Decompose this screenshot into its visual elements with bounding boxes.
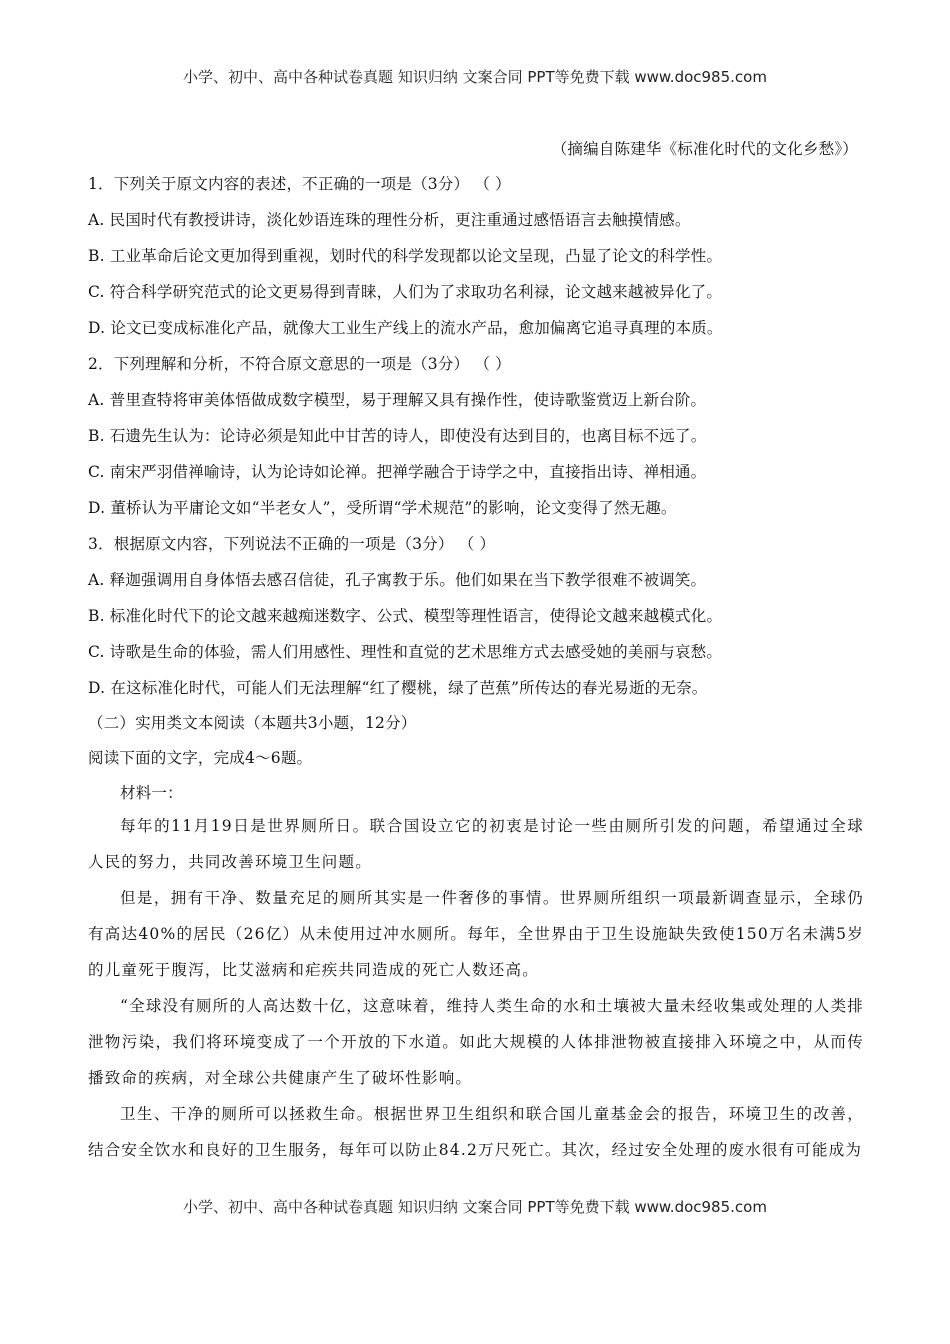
material-paragraph-4: 卫生、干净的厕所可以拯救生命。根据世界卫生组织和联合国儿童基金会的报告，环境卫生的改善，结合安全饮水和良好的卫生服务，每年可以防止84.2万尺死亡。其次，经过安全处理的废水很有可能成为 xyxy=(88,1105,864,1159)
question-stem: 2．下列理解和分析，不符合原文意思的一项是（3分） （ ） xyxy=(88,355,511,373)
option-b: B. 标准化时代下的论文越来越痴迷数字、公式、模型等理性语言，使得论文越来越模式化。 xyxy=(88,607,723,625)
option-d: D. 论文已变成标准化产品，就像大工业生产线上的流水产品，愈加偏离它追寻真理的本质。 xyxy=(88,319,723,337)
option-a: A. 普里查特将审美体悟做成数字模型，易于理解又具有操作性，使诗歌鉴赏迈上新台阶。 xyxy=(88,391,707,409)
question-stem: 3．根据原文内容，下列说法不正确的一项是（3分） （ ） xyxy=(88,535,496,553)
material-label: 材料一： xyxy=(120,784,183,802)
option-c: C. 南宋严羽借禅喻诗，认为论诗如论禅。把禅学融合于诗学之中，直接指出诗、禅相通。 xyxy=(88,463,707,481)
source-citation: （摘编自陈建华《标准化时代的文化乡愁》） xyxy=(551,140,858,158)
option-b: B. 工业革命后论文更加得到重视，划时代的科学发现都以论文呈现，凸显了论文的科学性。 xyxy=(88,247,723,265)
reading-instruction: 阅读下面的文字，完成4～6题。 xyxy=(88,749,313,767)
option-c: C. 诗歌是生命的体验，需人们用感性、理性和直觉的艺术思维方式去感受她的美丽与哀愁。 xyxy=(88,643,723,661)
option-c: C. 符合科学研究范式的论文更易得到青睐，人们为了求取功名利禄，论文越来越被异化了。 xyxy=(88,283,723,301)
option-a: A. 释迦强调用自身体悟去感召信徒，孔子寓教于乐。他们如果在当下教学很难不被调笑。 xyxy=(88,571,707,589)
option-d: D. 董桥认为平庸论文如“半老女人”，受所谓“学术规范”的影响，论文变得了然无趣。 xyxy=(88,499,677,517)
material-paragraph-2: 但是，拥有干净、数量充足的厕所其实是一件奢侈的事情。世界厕所组织一项最新调查显示，全球仍有高达40%的居民（26亿）从未使用过冲水厕所。每年，全世界由于卫生设施缺失致使150万名未满5岁的儿童死于腹泻，比艾滋病和疟疾共同造成的死亡人数还高。 xyxy=(88,889,864,979)
material-paragraph-1: 每年的11月19日是世界厕所日。联合国设立它的初衷是讨论一些由厕所引发的问题，希望通过全球人民的努力，共同改善环境卫生问题。 xyxy=(88,817,864,871)
option-a: A. 民国时代有教授讲诗，淡化妙语连珠的理性分析，更注重通过感悟语言去触摸情感。 xyxy=(88,211,691,229)
page-footer: 小学、初中、高中各种试卷真题 知识归纳 文案合同 PPT等免费下载 www.doc985.com xyxy=(183,1198,767,1216)
page-header: 小学、初中、高中各种试卷真题 知识归纳 文案合同 PPT等免费下载 www.doc985.com xyxy=(183,68,767,86)
option-d: D. 在这标准化时代，可能人们无法理解“红了樱桃，绿了芭蕉”所传达的春光易逝的无奈。 xyxy=(88,679,708,697)
option-b: B. 石遗先生认为：论诗必须是知此中甘苦的诗人，即使没有达到目的，也离目标不远了。 xyxy=(88,427,707,445)
section-heading: （二）实用类文本阅读（本题共3小题，12分） xyxy=(88,714,417,732)
material-paragraph-3: “全球没有厕所的人高达数十亿，这意味着，维持人类生命的水和土壤被大量未经收集或处理的人类排泄物污染，我们将环境变成了一个开放的下水道。如此大规模的人体排泄物被直接排入环境之中，从而传播致命的疾病，对全球公共健康产生了破坏性影响。 xyxy=(88,997,864,1087)
question-stem: 1．下列关于原文内容的表述，不正确的一项是（3分） （ ） xyxy=(88,175,511,193)
